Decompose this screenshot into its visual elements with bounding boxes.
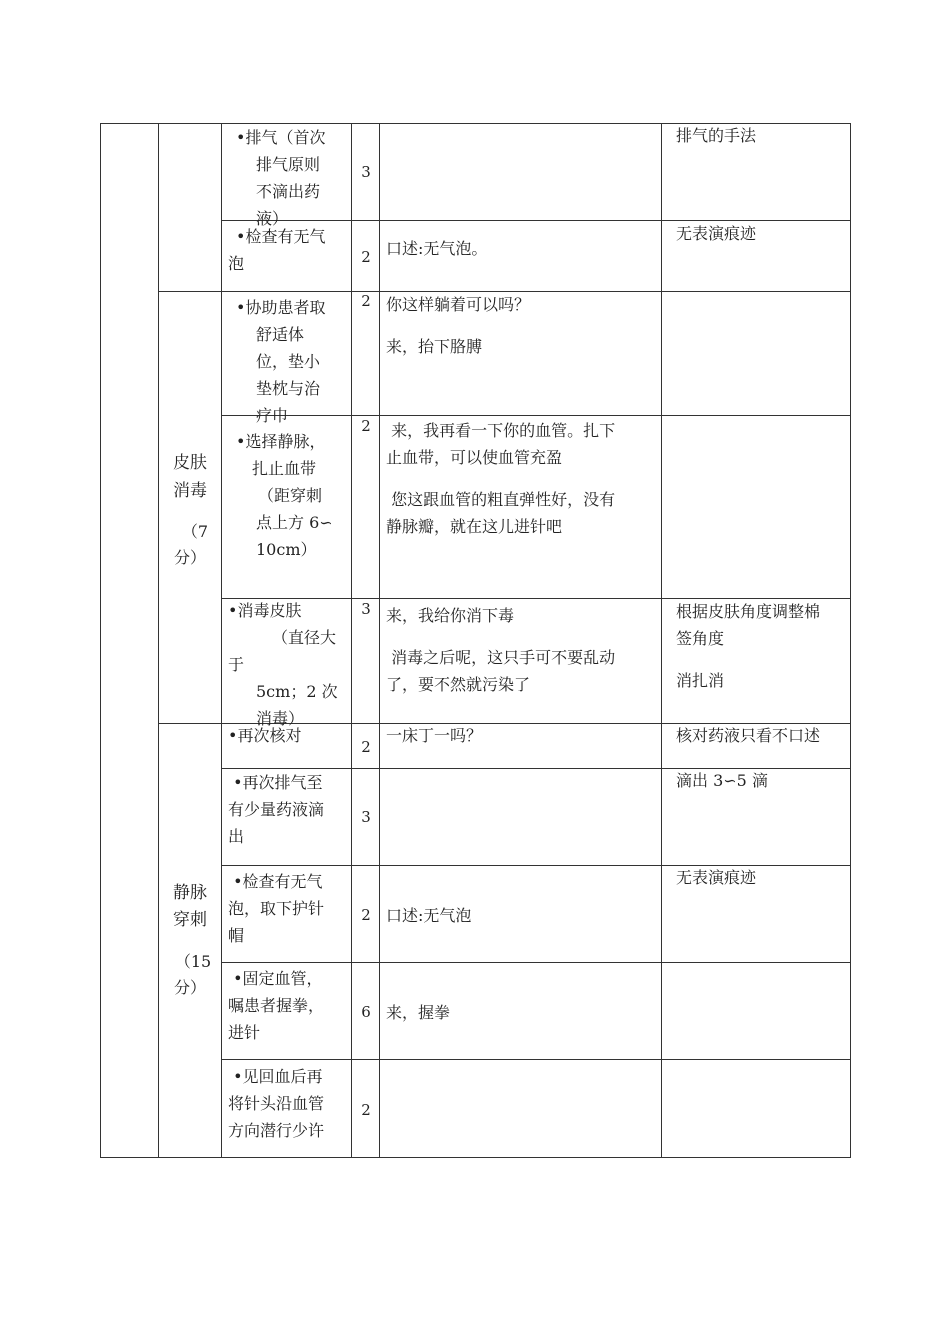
score-value: 2 — [361, 738, 371, 756]
table-column-divider — [661, 123, 662, 1158]
step-text: •选择静脉， — [236, 432, 326, 451]
step-text: （直径大 — [272, 628, 337, 647]
note-text: 核对药液只看不口述 — [676, 726, 821, 745]
note-cell — [676, 864, 848, 891]
table-row-divider — [221, 962, 851, 963]
note-cell — [676, 598, 848, 694]
step-text: 扎止血带 — [252, 459, 317, 478]
score-value: 2 — [361, 248, 371, 266]
script-text: 一床丁一吗？ — [386, 726, 483, 745]
step-text: 疗巾 — [256, 406, 289, 425]
step-text: 出 — [228, 827, 245, 846]
score-value: 6 — [361, 1003, 371, 1021]
step-cell — [236, 294, 351, 425]
step-cell — [236, 428, 351, 563]
script-text: 来，握拳 — [386, 1003, 451, 1022]
step-cell — [228, 223, 350, 277]
note-cell — [676, 722, 848, 749]
script-cell — [386, 417, 658, 540]
score-value: 2 — [361, 906, 371, 924]
step-text: 舒适体 — [256, 325, 305, 344]
step-text: •再次核对 — [228, 726, 302, 745]
score-value: 2 — [361, 1101, 371, 1119]
script-cell — [386, 999, 658, 1026]
table-border-bottom — [100, 1157, 851, 1158]
step-text: （距穿刺 — [258, 486, 323, 505]
step-text: •检查有无气 — [236, 227, 326, 246]
script-cell — [386, 902, 658, 929]
step-text: 于 — [228, 655, 245, 674]
script-text: 来，我再看一下你的血管。扎下 — [386, 421, 616, 440]
step-text: 垫枕与治 — [256, 379, 321, 398]
note-text: 签角度 — [676, 629, 725, 648]
step-text: •再次排气至 — [228, 773, 323, 792]
script-cell — [386, 722, 658, 749]
step-cell — [236, 124, 351, 228]
note-cell — [676, 220, 848, 247]
step-text: •排气（首次 — [236, 128, 326, 147]
script-text: 来，抬下胳膊 — [386, 337, 483, 356]
section-name-line: 消毒 — [173, 481, 207, 501]
step-text: 液） — [256, 209, 289, 228]
score-value: 3 — [361, 808, 371, 826]
table-border-left — [100, 123, 101, 1158]
note-text: 消扎消 — [676, 671, 725, 690]
step-text: 消毒） — [256, 709, 305, 728]
table-row-divider — [221, 1059, 851, 1060]
step-text: 位，垫小 — [256, 352, 321, 371]
step-text: •消毒皮肤 — [228, 601, 302, 620]
step-text: 有少量药液滴 — [228, 800, 325, 819]
step-text: •固定血管， — [228, 969, 323, 988]
step-text: •见回血后再 — [228, 1067, 323, 1086]
table-column-divider — [158, 123, 159, 1158]
script-text: 了，要不然就污染了 — [386, 675, 531, 694]
note-cell — [676, 122, 848, 149]
section-name-line: 穿刺 — [173, 910, 207, 930]
section-name-line: 皮肤 — [173, 453, 207, 473]
script-text: 消毒之后呢，这只手可不要乱动 — [386, 648, 616, 667]
script-cell — [386, 291, 658, 360]
script-text: 止血带，可以使血管充盈 — [386, 448, 563, 467]
step-text: 嘱患者握拳， — [228, 996, 325, 1015]
step-cell — [228, 868, 350, 949]
step-cell — [228, 597, 350, 732]
score-value: 2 — [361, 417, 371, 435]
table-column-divider — [221, 123, 222, 1158]
step-text: 方向潜行少许 — [228, 1121, 325, 1140]
step-text: 进针 — [228, 1023, 261, 1042]
step-text: •检查有无气 — [228, 872, 323, 891]
section-score-line: 分） — [173, 978, 206, 997]
step-text: 将针头沿血管 — [228, 1094, 325, 1113]
step-cell — [228, 1063, 350, 1144]
script-cell — [386, 235, 658, 262]
step-text: 5cm；2 次 — [256, 682, 338, 701]
score-value: 3 — [361, 600, 371, 618]
step-text: 点上方 6∽ — [256, 513, 333, 532]
step-text: 10cm） — [256, 540, 317, 559]
step-text: 帽 — [228, 926, 245, 945]
step-text: 泡 — [228, 254, 245, 273]
note-text: 滴出 3∽5 滴 — [676, 771, 768, 790]
step-text: 排气原则 — [256, 155, 321, 174]
script-text: 口述:无气泡。 — [386, 239, 488, 258]
script-cell — [386, 602, 658, 698]
note-cell — [676, 767, 848, 794]
section-score-line: （7 — [181, 522, 209, 541]
script-text: 你这样躺着可以吗？ — [386, 295, 531, 314]
section-score-line: （15 — [174, 952, 212, 971]
note-text: 排气的手法 — [676, 126, 757, 145]
script-text: 静脉瓣，就在这儿进针吧 — [386, 517, 563, 536]
step-cell — [228, 769, 350, 850]
step-cell — [228, 965, 350, 1046]
note-text: 无表演痕迹 — [676, 868, 757, 887]
section-name-line: 静脉 — [173, 883, 207, 903]
step-cell — [228, 722, 350, 749]
score-value: 3 — [361, 163, 371, 181]
step-text: 不滴出药 — [256, 182, 321, 201]
note-text: 根据皮肤角度调整棉 — [676, 602, 821, 621]
table-border-right — [850, 123, 851, 1158]
step-text: 泡，取下护针 — [228, 899, 325, 918]
script-text: 来，我给你消下毒 — [386, 606, 515, 625]
note-text: 无表演痕迹 — [676, 224, 757, 243]
score-value: 2 — [361, 292, 371, 310]
script-text: 您这跟血管的粗直弹性好，没有 — [386, 490, 616, 509]
script-text: 口述:无气泡 — [386, 906, 472, 925]
section-score-line: 分） — [173, 548, 206, 567]
step-text: •协助患者取 — [236, 298, 326, 317]
